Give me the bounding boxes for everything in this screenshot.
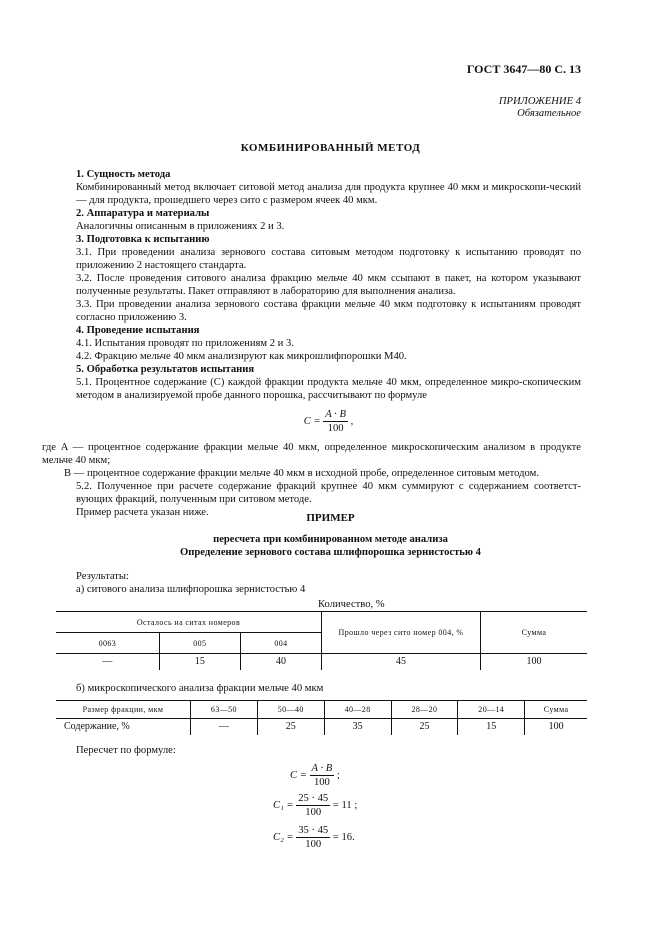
para-5-2: 5.2. Полученное при расчете содержание фракций крупнее 40 мкм суммируют с содержанием соответст-вующих фракций, полученным при ситовом методе. xyxy=(76,481,581,505)
table-cell: 100 xyxy=(525,719,587,735)
th-cell: 63—50 xyxy=(191,701,258,719)
th-remain: Осталось на ситах номеров xyxy=(56,612,322,633)
th-sum: Сумма xyxy=(481,612,588,654)
para-5-3: Пример расчета указан ниже. xyxy=(76,507,209,518)
section-1-heading: 1. Сущность метода xyxy=(76,169,171,180)
th-cell: 50—40 xyxy=(257,701,324,719)
quantity-label: Количество, % xyxy=(318,599,385,610)
recalc-label: Пересчет по формуле: xyxy=(76,745,176,756)
table-cell: 40 xyxy=(240,654,321,670)
th-col: 004 xyxy=(240,633,321,654)
th-cell: Размер фракции, мкм xyxy=(82,705,164,714)
appendix-title: ПРИЛОЖЕНИЕ 4 xyxy=(498,96,581,107)
example-subtitle-1: пересчета при комбинированном методе анализа xyxy=(213,534,448,545)
formula-main: C = $\frac{A \cdot B}{100}$ , xyxy=(303,409,354,434)
table-cell: — xyxy=(102,656,113,668)
appendix-block xyxy=(499,96,581,120)
th-cell: 20—14 xyxy=(458,701,525,719)
table-cell: 25 xyxy=(391,719,458,735)
formula-3: C₂ = $\frac{35 \cdot 45}{100}$ = 16. xyxy=(273,825,355,850)
th-cell: 40—28 xyxy=(324,701,391,719)
para-3-2: 3.2. После проведения ситового анализа фракцию мельче 40 мкм ссыпают в пакет, на котором указывают полученные результаты. Пакет отправляют в лабораторию для выполнения анализа. xyxy=(76,273,581,297)
table-cell: 15 xyxy=(159,654,240,670)
sieve-table xyxy=(56,611,587,670)
table-cell: 15 xyxy=(458,719,525,735)
table-cell: Содержание, % xyxy=(64,721,130,733)
table-cell: 45 xyxy=(322,654,481,670)
th-cell: Сумма xyxy=(525,701,587,719)
section-2-text: Аналогичны описанным в приложениях 2 и 3. xyxy=(76,221,285,232)
table-cell: 25 xyxy=(257,719,324,735)
formula-1: C = $\frac{A \cdot B}{100}$ ; xyxy=(290,763,340,788)
micro-label: б) микроскопического анализа фракции мельче 40 мкм xyxy=(76,683,324,694)
para-3-3: 3.3. При проведении анализа зернового состава фракции мельче 40 мкм подготовку к испытаниям проводят согласно приложению 3. xyxy=(76,299,581,323)
table-cell: — xyxy=(191,719,258,735)
para-4-2: 4.2. Фракцию мельче 40 мкм анализируют как микрошлифпорошки М40. xyxy=(76,351,407,362)
section-3-heading: 3. Подготовка к испытанию xyxy=(76,234,210,245)
formula-2: C₁ = $\frac{25 \cdot 45}{100}$ = 11 ; xyxy=(273,793,358,818)
section-4-heading: 4. Проведение испытания xyxy=(76,325,200,336)
where-a: где A — процентное содержание фракции мельче 40 мкм, определенное микроскопическим анализом в продукте мельче 40 мкм; xyxy=(42,442,581,466)
body-text xyxy=(42,168,581,519)
th-cell: 28—20 xyxy=(391,701,458,719)
page-header: ГОСТ 3647—80 С. 13 xyxy=(466,62,581,76)
table-cell: 100 xyxy=(481,654,588,670)
para-3-1: 3.1. При проведении анализа зернового состава ситовым методом подготовку к испытанию проводят по приложению 2 настоящего стандарта. xyxy=(76,247,581,271)
micro-table xyxy=(56,700,587,735)
section-2-heading: 2. Аппаратура и материалы xyxy=(76,208,210,219)
para-5-1: 5.1. Процентное содержание (C) каждой фракции продукта мельче 40 мкм, определенное микро-скопическим методом в анализируемой пробе данного порошка, рассчитывают по формуле xyxy=(76,377,581,401)
example-title: ПРИМЕР xyxy=(306,512,355,524)
results-label: Результаты: xyxy=(76,571,129,582)
para-4-1: 4.1. Испытания проводят по приложениям 2 и 3. xyxy=(76,338,294,349)
results-a: а) ситового анализа шлифпорошка зернистостью 4 xyxy=(76,584,306,595)
appendix-subtitle: Обязательное xyxy=(517,108,581,119)
th-col: 0063 xyxy=(56,633,159,654)
th-col: 005 xyxy=(159,633,240,654)
section-1-text: Комбинированный метод включает ситовой метод анализа для продукта крупнее 40 мкм и микроскопи-ческий — для продукта, прошедшего через сито с размером ячеек 40 мкм. xyxy=(76,182,581,206)
example-subtitle-2: Определение зернового состава шлифпорошка зернистостью 4 xyxy=(180,547,481,558)
table-cell: 35 xyxy=(324,719,391,735)
th-passed: Прошло через сито номер 004, % xyxy=(322,612,481,654)
document-title: КОМБИНИРОВАННЫЙ МЕТОД xyxy=(240,142,421,154)
where-b: B — процентное содержание фракции мельче 40 мкм в исходной пробе, определенное ситовым методом. xyxy=(64,468,539,479)
section-5-heading: 5. Обработка результатов испытания xyxy=(76,364,255,375)
